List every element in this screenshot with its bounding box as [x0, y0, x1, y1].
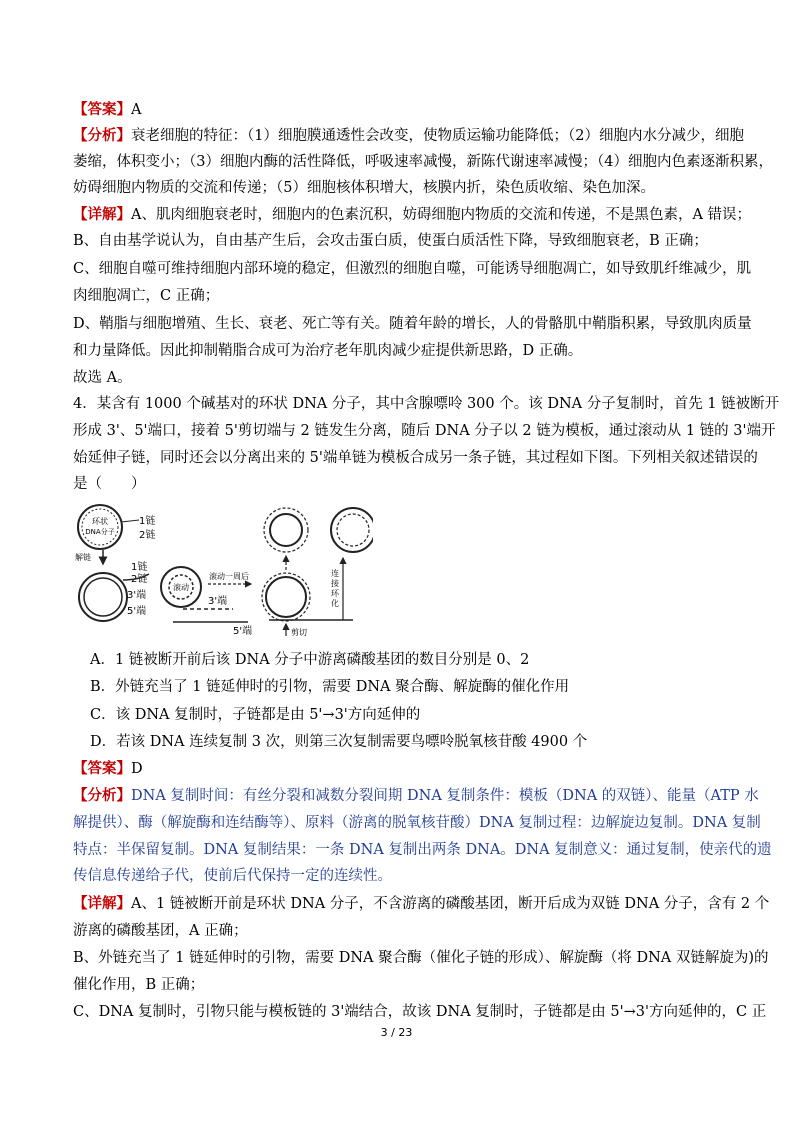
- label-link-4: 化: [331, 599, 339, 608]
- detail-line: [73, 894, 770, 914]
- dna-replication-figure: [73, 502, 373, 637]
- option-b: B．外链充当了 1 链延伸时的引物，需要 DNA 聚合酶、解旋酶的催化作用: [90, 679, 570, 695]
- option-d: D．若该 DNA 连续复制 3 次，则第三次复制需要鸟嘌呤脱氧核苷酸 4900 个: [90, 734, 588, 750]
- detail-line: 和力量降低。因此抑制鞘脂合成可为治疗老年肌肉减少症提供新思路，D 正确。: [73, 343, 583, 359]
- label-unwind: 解链: [75, 553, 91, 562]
- analysis-tag: 【分析】: [73, 127, 131, 144]
- detail-text: A、1 链被断开前是环状 DNA 分子，不含游离的磷酸基团，断开后成为双链 DNA 分子，含有 2 个: [131, 896, 770, 912]
- label-chain2-b: 2链: [131, 574, 148, 585]
- detail-line: C、细胞自噬可维持细胞内部环境的稳定，但激烈的细胞自噬，可能诱导细胞凋亡，如导致肌纤维减少，肌: [73, 261, 752, 277]
- detail-line: 故选 A。: [73, 370, 132, 386]
- answer-tag: 【答案】: [73, 760, 131, 777]
- label-5end: 5'端: [127, 606, 147, 617]
- analysis-text: 衰老细胞的特征：（1）细胞膜通透性会改变，使物质运输功能降低；（2）细胞内水分减少，细胞: [131, 128, 744, 144]
- option-a: A．1 链被断开前后该 DNA 分子中游离磷酸基团的数目分别是 0、2: [90, 652, 530, 668]
- circular-dna-inner: [82, 509, 118, 545]
- analysis-line: 妨碍细胞内物质的交流和传递；（5）细胞核体积增大，核膜内折，染色质收缩、染色加深。: [73, 180, 655, 196]
- detail-line: C、DNA 复制时，引物只能与模板链的 3'端结合，故该 DNA 复制时，子链都是由 5'→3'方向延伸的，C 正: [73, 1004, 767, 1020]
- label-circular: 环状: [92, 517, 108, 526]
- detail-line: 游离的磷酸基团，A 正确；: [73, 923, 248, 939]
- question-line: 4．某含有 1000 个碱基对的环状 DNA 分子，其中含腺嘌呤 300 个。该 DNA 分子复制时，首先 1 链被断开: [73, 396, 780, 412]
- detail-text: A、肌肉细胞衰老时，细胞内的色素沉积，妨碍细胞内物质的交流和传递，不是黑色素，A 错误；: [131, 207, 752, 223]
- label-chain1: 1链: [139, 516, 156, 527]
- detail-line: B、自由基学说认为，自由基产生后，会攻击蛋白质，使蛋白质活性下降，导致细胞衰老，B 正确；: [73, 233, 708, 249]
- detail-line: 催化作用，B 正确；: [73, 977, 205, 993]
- option-c: C．该 DNA 复制时，子链都是由 5'→3'方向延伸的: [90, 707, 421, 723]
- answer-value: A: [131, 102, 142, 118]
- detail-line: 肉细胞凋亡，C 正确；: [73, 288, 220, 304]
- label-rolling: 滚动: [173, 583, 189, 592]
- label-3end-b: 3'端: [208, 596, 228, 607]
- analysis-tag: 【分析】: [73, 787, 131, 804]
- answer-value: D: [131, 761, 143, 777]
- analysis-text: DNA 复制时间：有丝分裂和减数分裂间期 DNA 复制条件：模板（DNA 的双链）、能量（ATP 水: [131, 788, 759, 804]
- analysis-line: [73, 126, 744, 146]
- analysis-line: [73, 786, 759, 806]
- label-chain2: 2链: [139, 530, 156, 541]
- detail-line: D、鞘脂与细胞增殖、生长、衰老、死亡等有关。随着年龄的增长，人的骨骼肌中鞘脂积累，导致肌肉质量: [73, 316, 752, 332]
- circular-dna-shape: [78, 505, 122, 549]
- answer-line: [73, 100, 733, 120]
- detail-tag: 【详解】: [73, 206, 131, 223]
- detail-tag: 【详解】: [73, 895, 131, 912]
- detail-line: B、外链充当了 1 链延伸时的引物，需要 DNA 聚合酶（催化子链的形成）、解旋酶（将 DNA 双链解旋为)的: [73, 950, 769, 966]
- pointer-line: [121, 520, 139, 522]
- analysis-line: 特点：半保留复制。DNA 复制结果：一条 DNA 复制出两条 DNA。DNA 复制意义：通过复制，使亲代的遗: [73, 842, 772, 858]
- question-line: 是（ ）: [73, 476, 146, 492]
- product-circle-2-inner: [337, 514, 369, 546]
- answer-line: [73, 759, 733, 779]
- opened-dna-inner: [84, 578, 122, 616]
- page-number: 3 / 23: [380, 1026, 413, 1039]
- label-3end: 3'端: [127, 590, 147, 601]
- answer-tag: 【答案】: [73, 101, 131, 118]
- label-after-roll: 滚动一周后: [209, 572, 249, 581]
- question-line: 形成 3'、5'端口，接着 5'剪切端与 2 链发生分离，随后 DNA 分子以 2 链为模板，通过滚动从 1 链的 3'端开: [73, 423, 776, 439]
- opened-dna-shape: [79, 573, 127, 621]
- analysis-line: 萎缩，体积变小；（3）细胞内酶的活性降低，呼吸速率减慢，新陈代谢速率减慢；（4）细胞内色素逐渐积累，: [73, 154, 773, 170]
- after-roll-circle: [266, 577, 306, 617]
- label-cut: 剪切: [291, 628, 307, 637]
- analysis-line: 解提供）、酶（解旋酶和连结酶等）、原料（游离的脱氧核苷酸）DNA 复制过程：边解旋边复制。DNA 复制: [73, 815, 761, 831]
- after-roll-outer: [262, 573, 310, 621]
- label-link-1: 连: [331, 569, 339, 578]
- question-line: 始延伸子链，同时还会以分离出来的 5'端单链为模板合成另一条子链，其过程如下图。下列相关叙述错误的: [73, 450, 758, 466]
- label-chain1-b: 1链: [131, 562, 148, 573]
- label-link-2: 接: [331, 579, 339, 588]
- detail-line: [73, 205, 752, 225]
- label-dna-molecule: DNA分子: [85, 528, 115, 536]
- label-link-3: 环: [331, 589, 339, 598]
- label-5end-b: 5'端: [233, 626, 253, 637]
- analysis-line: 传信息传递给子代，使前后代保持一定的连续性。: [73, 868, 392, 884]
- product-circle-1-inner: [270, 514, 302, 546]
